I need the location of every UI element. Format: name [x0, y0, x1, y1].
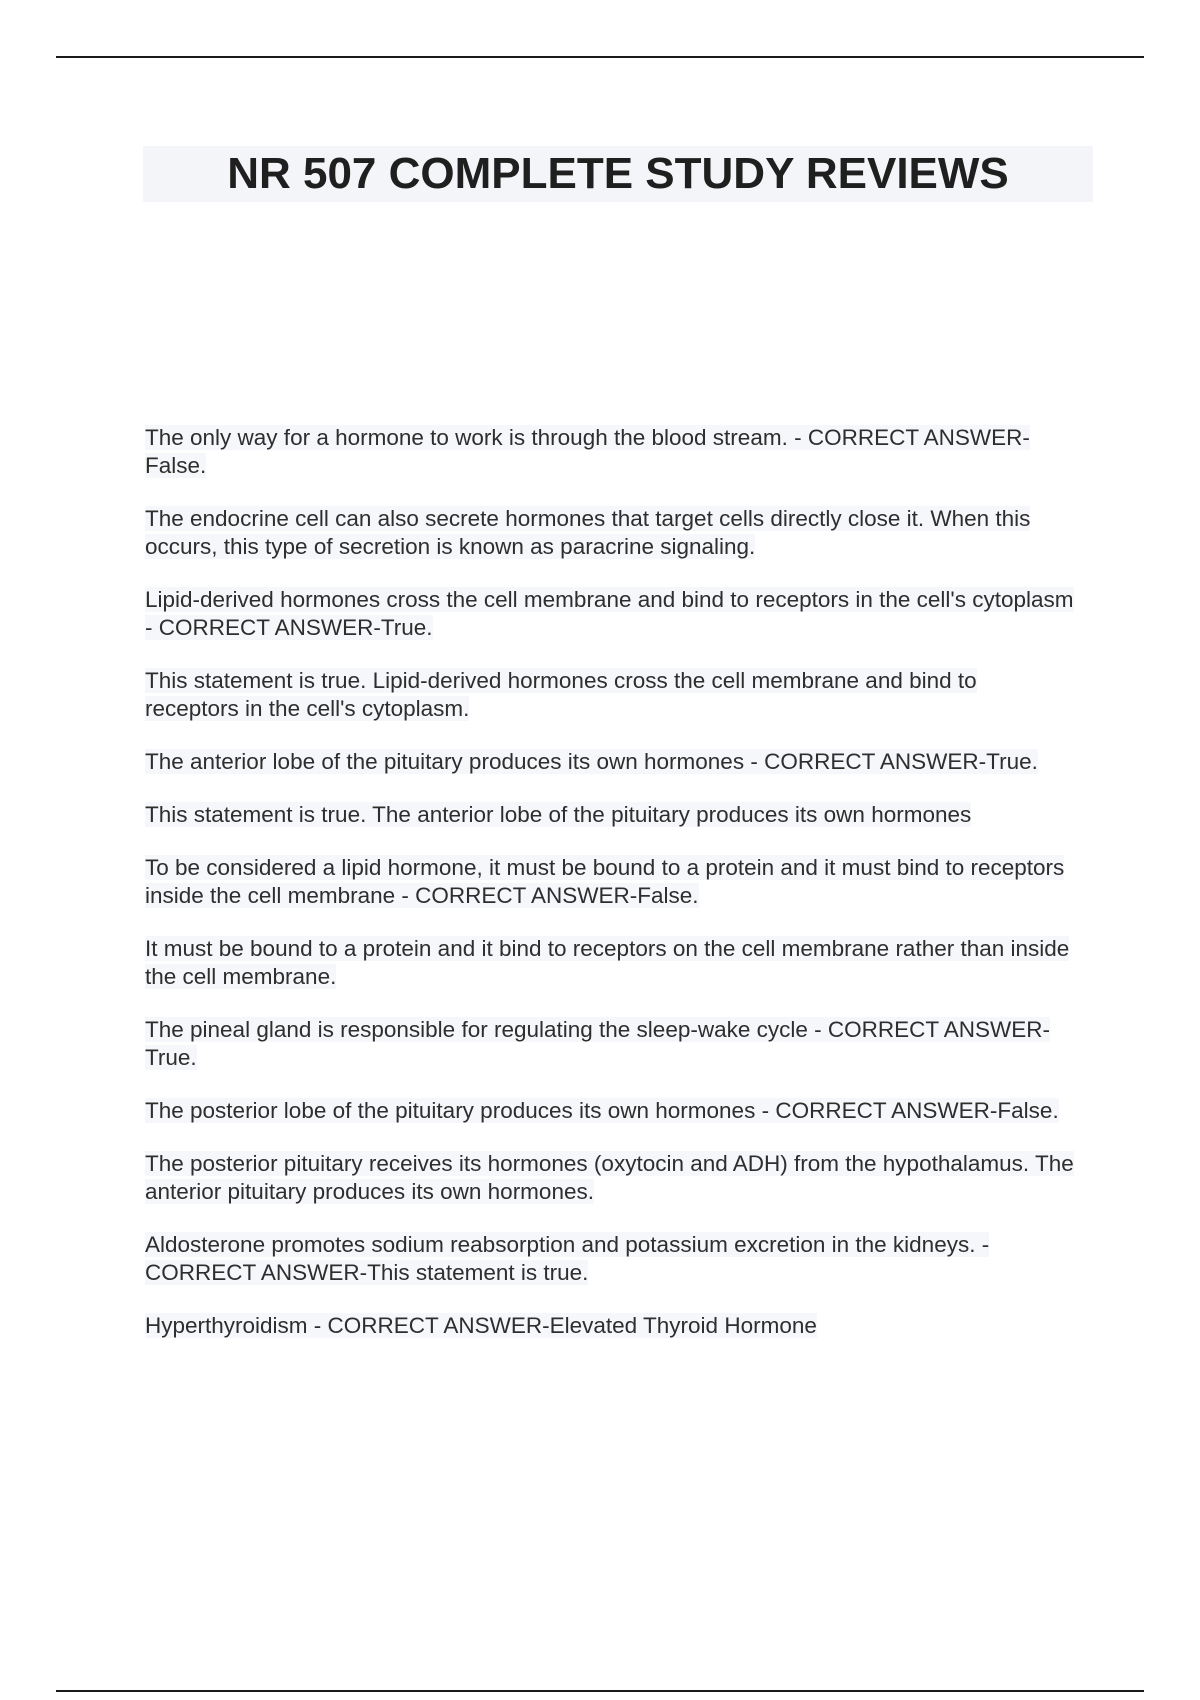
paragraph-text: Hyperthyroidism - CORRECT ANSWER-Elevated Thyroid Hormone — [145, 1313, 817, 1338]
paragraph — [145, 1312, 1075, 1340]
paragraph — [145, 1150, 1075, 1206]
paragraph — [145, 1231, 1075, 1287]
paragraph — [145, 1016, 1075, 1072]
paragraph — [145, 935, 1075, 991]
paragraph — [145, 1097, 1075, 1125]
paragraph-text: The only way for a hormone to work is through the blood stream. - CORRECT ANSWER-False. — [145, 425, 1030, 478]
paragraph-text: The posterior pituitary receives its hormones (oxytocin and ADH) from the hypothalamus. The anterior pituitary produces its own hormones. — [145, 1151, 1074, 1204]
paragraph-text: Lipid-derived hormones cross the cell membrane and bind to receptors in the cell's cytoplasm - CORRECT ANSWER-True. — [145, 587, 1074, 640]
paragraph — [145, 854, 1075, 910]
paragraph — [145, 667, 1075, 723]
paragraph-text: Aldosterone promotes sodium reabsorption and potassium excretion in the kidneys. - CORRECT ANSWER-This statement is true. — [145, 1232, 990, 1285]
paragraph-text: This statement is true. Lipid-derived hormones cross the cell membrane and bind to receptors in the cell's cytoplasm. — [145, 668, 977, 721]
paragraph-text: The pineal gland is responsible for regulating the sleep-wake cycle - CORRECT ANSWER-True. — [145, 1017, 1050, 1070]
paragraph-text: The anterior lobe of the pituitary produces its own hormones - CORRECT ANSWER-True. — [145, 749, 1038, 774]
paragraph-text: The endocrine cell can also secrete hormones that target cells directly close it. When this occurs, this type of secretion is known as paracrine signaling. — [145, 506, 1031, 559]
paragraph — [145, 505, 1075, 561]
document-body — [145, 424, 1075, 1365]
top-rule — [56, 56, 1144, 58]
paragraph — [145, 424, 1075, 480]
paragraph-text: It must be bound to a protein and it bind to receptors on the cell membrane rather than inside the cell membrane. — [145, 936, 1070, 989]
paragraph-text: The posterior lobe of the pituitary produces its own hormones - CORRECT ANSWER-False. — [145, 1098, 1059, 1123]
paragraph-text: This statement is true. The anterior lobe of the pituitary produces its own hormones — [145, 802, 972, 827]
paragraph — [145, 801, 1075, 829]
paragraph — [145, 586, 1075, 642]
paragraph-text: To be considered a lipid hormone, it must be bound to a protein and it must bind to receptors inside the cell membrane - CORRECT ANSWER-False. — [145, 855, 1065, 908]
document-title: NR 507 COMPLETE STUDY REVIEWS — [227, 149, 1009, 198]
paragraph — [145, 748, 1075, 776]
bottom-rule — [56, 1690, 1144, 1692]
